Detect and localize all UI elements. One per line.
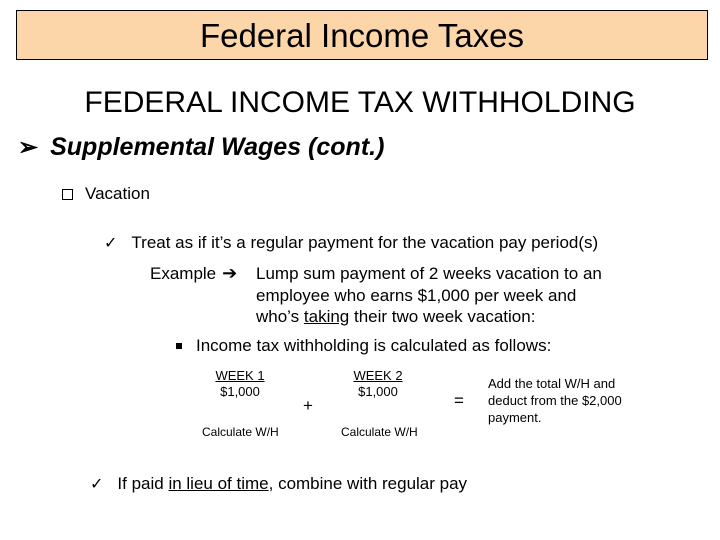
example-text <box>256 263 656 328</box>
plus-sign: + <box>303 396 313 415</box>
title-bar <box>16 10 708 60</box>
checkmark-icon: ✓ <box>90 476 104 493</box>
subheading-text: Supplemental Wages (cont.) <box>50 133 385 161</box>
checkbox-bullet-icon <box>62 189 73 200</box>
slide-title: Federal Income Taxes <box>199 16 525 54</box>
bottom-item <box>90 474 467 494</box>
calculation-item <box>176 336 551 356</box>
week-1-box <box>208 368 272 400</box>
right-arrow-icon: ➔ <box>222 263 238 283</box>
example-label-row <box>150 263 245 284</box>
main-heading: FEDERAL INCOME TAX WITHHOLDING <box>84 86 636 119</box>
subheading <box>18 133 384 162</box>
week-2-box <box>346 368 410 400</box>
week-2-title: WEEK 2 <box>353 368 403 383</box>
section-vacation <box>62 184 150 204</box>
week-2-amount: $1,000 <box>358 384 398 399</box>
calculation-text: Income tax withholding is calculated as follows: <box>196 336 552 355</box>
bottom-underlined: in lieu of time <box>168 474 269 493</box>
rule-item <box>104 233 598 253</box>
example-line-3-end: their two week vacation: <box>349 307 536 326</box>
example-line-3-start: who’s <box>256 307 304 326</box>
example-line-3 <box>256 306 656 328</box>
equals-sign: = <box>454 391 464 410</box>
week-2-calc-label: Calculate W/H <box>341 425 418 439</box>
square-bullet-icon <box>176 343 182 349</box>
result-note: Add the total W/H and deduct from the $2,000 payment. <box>488 376 622 425</box>
example-line-1: Lump sum payment of 2 weeks vacation to an <box>256 264 602 283</box>
section-label: Vacation <box>85 184 150 203</box>
example-underlined-word: taking <box>303 307 350 326</box>
rule-text: Treat as if it’s a regular payment for the vacation pay period(s) <box>131 233 599 252</box>
week-1-calc-label: Calculate W/H <box>202 425 279 439</box>
checkmark-icon: ✓ <box>104 235 118 252</box>
example-line-2: employee who earns $1,000 per week and <box>256 285 577 305</box>
week-1-title: WEEK 1 <box>215 368 265 383</box>
week-1-amount: $1,000 <box>220 384 260 399</box>
arrow-bullet-icon: ➢ <box>18 134 39 161</box>
example-label: Example <box>150 263 217 283</box>
bottom-text-end: , combine with regular pay <box>268 474 468 493</box>
bottom-text-start: If paid <box>117 474 164 493</box>
